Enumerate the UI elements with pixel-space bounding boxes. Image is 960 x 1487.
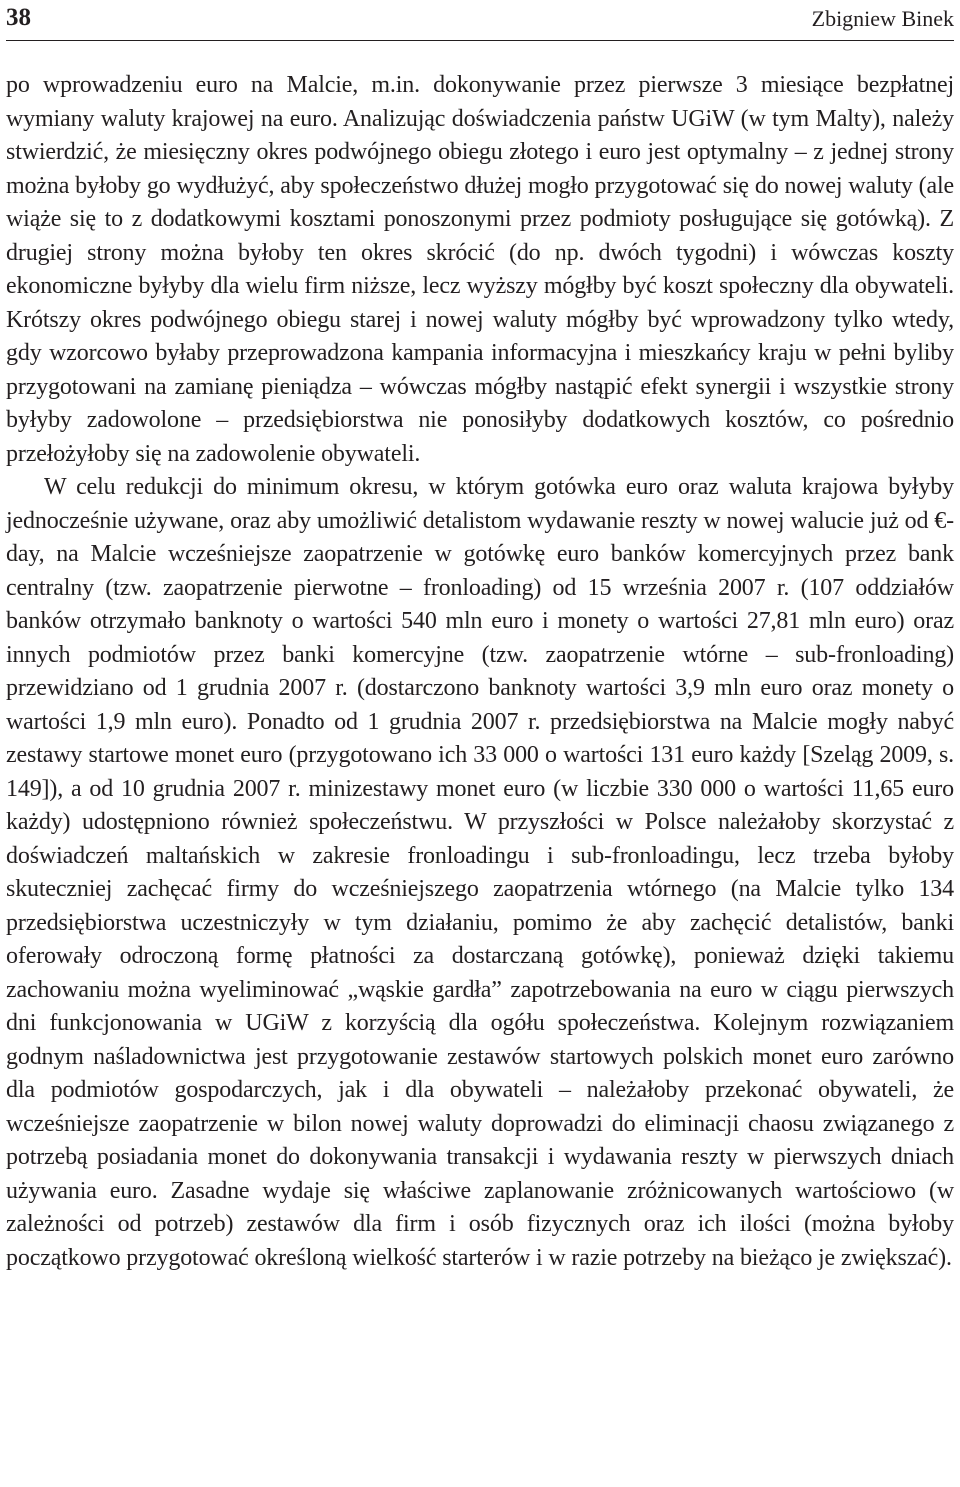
body-text: [6, 69, 954, 1275]
page-number: 38: [6, 4, 31, 31]
page-header: [6, 0, 954, 41]
paragraph-1: po wprowadzeniu euro na Malcie, m.in. dokonywanie przez pierwsze 3 miesiące bezpłatnej wymiany waluty krajowej na euro. Analizując doświadczenia państw UGiW (w tym Malty), należy stwierdzić, że miesięczny okres podwójnego obiegu złotego i euro jest optymalny – z jednej strony można byłoby go wydłużyć, aby społeczeństwo dłużej mogło przygotować się do nowej waluty (ale wiąże się to z dodatkowymi kosztami ponoszonymi przez podmioty posługujące się gotówką). Z drugiej strony można byłoby ten okres skrócić (do np. dwóch tygodni) i wówczas koszty ekonomiczne byłyby dla wielu firm niższe, lecz wyższy mógłby być koszt społeczny dla obywateli. Krótszy okres podwójnego obiegu starej i nowej waluty mógłby być wprowadzony tylko wtedy, gdy wzorcowo byłaby przeprowadzona kampania informacyjna i mieszkańcy kraju w pełni byliby przygotowani na zamianę pieniądza – wówczas mógłby nastąpić efekt synergii i wszystkie strony byłyby zadowolone – przedsiębiorstwa nie ponosiłyby dodatkowych kosztów, co pośrednio przełożyłoby się na zadowolenie obywateli.: [6, 72, 954, 467]
running-header-author: Zbigniew Binek: [811, 6, 954, 31]
paragraph-2: W celu redukcji do minimum okresu, w którym gotówka euro oraz waluta krajowa byłyby jednocześnie używane, oraz aby umożliwić detalistom wydawanie reszty w nowej walucie już od €-day, na Malcie wcześniejsze zaopatrzenie w gotówkę euro banków komercyjnych przez bank centralny (tzw. zaopatrzenie pierwotne – fronloading) od 15 września 2007 r. (107 oddziałów banków otrzymało banknoty o wartości 540 mln euro i monety o wartości 27,81 mln euro) oraz innych podmiotów przez banki komercyjne (tzw. zaopatrzenie wtórne – sub-fronloading) przewidziano od 1 grudnia 2007 r. (dostarczono banknoty wartości 3,9 mln euro oraz monety o wartości 1,9 mln euro). Ponadto od 1 grudnia 2007 r. przedsiębiorstwa na Malcie mogły nabyć zestawy startowe monet euro (przygotowano ich 33 000 o wartości 131 euro każdy [Szeląg 2009, s. 149]), a od 10 grudnia 2007 r. minizestawy monet euro (w liczbie 330 000 o wartości 11,65 euro każdy) udostępniono również społeczeństwu. W przyszłości w Polsce należałoby skorzystać z doświadczeń maltańskich w zakresie fronloadingu i sub-fronloadingu, lecz trzeba byłoby skuteczniej zachęcać firmy do wcześniejszego zaopatrzenia wtórnego (na Malcie tylko 134 przedsiębiorstwa uczestniczyły w tym działaniu, pomimo że aby zachęcić detalistów, banki oferowały odroczoną formę płatności za dostarczaną gotówkę), ponieważ dzięki takiemu zachowaniu można wyeliminować „wąskie gardła” zapotrzebowania na euro w ciągu pierwszych dni funkcjonowania w UGiW z korzyścią dla ogółu społeczeństwa. Kolejnym rozwiązaniem godnym naśladownictwa jest przygotowanie zestawów startowych polskich monet euro zarówno dla podmiotów gospodarczych, jak i dla obywateli – należałoby przekonać obywateli, że wcześniejsze zaopatrzenie w bilon nowej waluty doprowadzi do eliminacji chaosu związanego z potrzebą posiadania monet do dokonywania transakcji i wydawania reszty w pierwszych dniach używania euro. Zasadne wydaje się właściwe zaplanowanie zróżnicowanych wartościowo (w zależności od potrzeb) zestawów dla firm i osób fizycznych oraz ich ilości (można byłoby początkowo przygotować określoną wielkość starterów i w razie potrzeby na bieżąco je zwiększać).: [6, 474, 954, 1271]
